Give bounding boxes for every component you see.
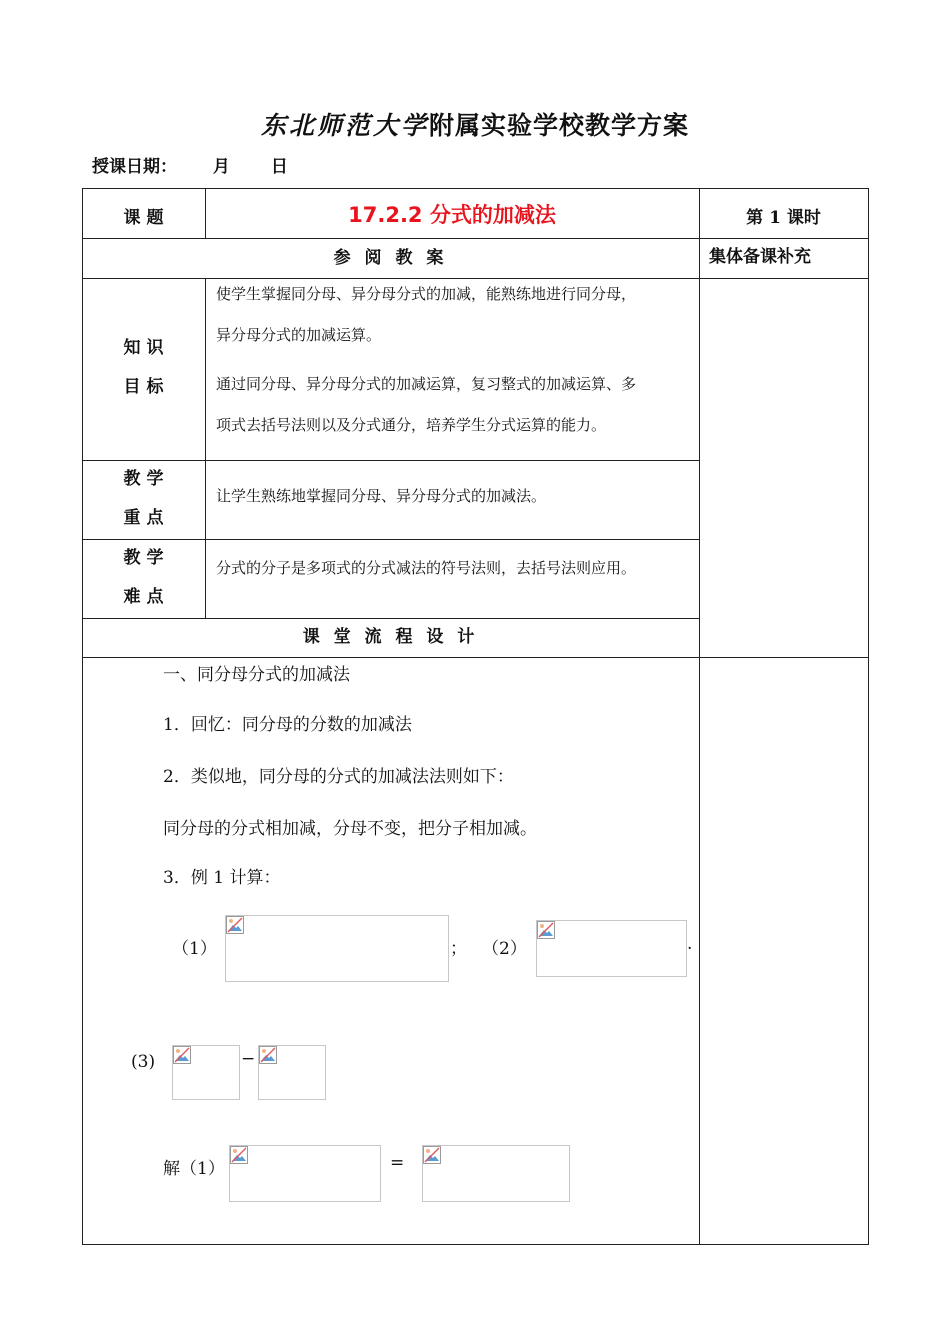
ex-separator: ； — [450, 939, 467, 959]
difficulties-label-2: 难 点 — [123, 587, 164, 607]
broken-image-icon — [537, 921, 555, 939]
difficulties-text: 分式的分子是多项式的分式减法的符号法则，去括号法则应用。 — [216, 559, 637, 577]
knowledge-line-3: 通过同分母、异分母分式的加减运算，复习整式的加减运算、多 — [216, 375, 637, 393]
ex3-minus: − — [241, 1049, 256, 1069]
supplement-column-divider — [699, 188, 700, 1245]
ex1-label: （1） — [172, 939, 217, 959]
flow-step2: 2．类似地，同分母的分式的加减法法则如下： — [163, 767, 514, 787]
keypoints-text: 让学生熟练地掌握同分母、异分母分式的加减法。 — [216, 487, 547, 505]
flow-step1: 1．回忆：同分母的分数的加减法 — [163, 715, 412, 735]
row-divider-1 — [82, 238, 869, 239]
broken-image-icon — [230, 1146, 248, 1164]
date-day: 日 — [270, 157, 288, 177]
difficulties-label-1: 教 学 — [123, 548, 164, 568]
row-divider-3 — [82, 460, 699, 461]
keypoints-label-2: 重 点 — [123, 508, 164, 528]
flow-heading: 一、同分母分式的加减法 — [163, 665, 350, 685]
broken-image-icon — [259, 1046, 277, 1064]
keypoints-label-1: 教 学 — [123, 469, 164, 489]
reference-label: 参 阅 教 案 — [333, 248, 448, 268]
date-row — [92, 152, 288, 177]
ex3-label: (3) — [131, 1052, 156, 1072]
ex3-formula-image-a — [172, 1045, 240, 1100]
label-column-divider — [205, 278, 206, 618]
knowledge-line-2: 异分母分式的加减运算。 — [216, 326, 382, 344]
solution-label: 解（1） — [163, 1159, 225, 1179]
ex2-formula-image — [536, 920, 687, 977]
topic-label: 课 题 — [123, 208, 164, 228]
ex2-label: （2） — [482, 939, 527, 959]
knowledge-label-2: 目 标 — [123, 377, 164, 397]
ex1-formula-image — [225, 915, 449, 982]
date-label: 授课日期： — [92, 157, 177, 177]
page-title — [0, 106, 950, 142]
knowledge-label-1: 知 识 — [123, 338, 164, 358]
solution-equals: = — [390, 1153, 405, 1173]
solution-formula-image-b — [422, 1145, 570, 1202]
period-label: 第 1 课时 — [746, 208, 821, 228]
flow-label: 课 堂 流 程 设 计 — [302, 627, 479, 647]
title-rest: 附属实验学校教学方案 — [429, 111, 690, 140]
table-border-top — [82, 188, 869, 189]
topic-value: 17.2.2 分式的加减法 — [348, 203, 556, 227]
broken-image-icon — [173, 1046, 191, 1064]
broken-image-icon — [226, 916, 244, 934]
flow-rule: 同分母的分式相加减，分母不变，把分子相加减。 — [163, 819, 537, 839]
broken-image-icon — [423, 1146, 441, 1164]
solution-formula-image-a — [229, 1145, 381, 1202]
school-name: 东北师范大学 — [260, 111, 429, 140]
ex3-formula-image-b — [258, 1045, 326, 1100]
knowledge-line-1: 使学生掌握同分母、异分母分式的加减，能熟练地进行同分母， — [216, 285, 637, 303]
table-border-right — [868, 188, 869, 1245]
supplement-label: 集体备课补充 — [709, 247, 811, 267]
date-month: 月 — [212, 157, 230, 177]
knowledge-line-4: 项式去括号法则以及分式通分，培养学生分式运算的能力。 — [216, 416, 607, 434]
row-divider-2 — [82, 278, 869, 279]
row-divider-4 — [82, 539, 699, 540]
table-border-bottom — [82, 1244, 869, 1245]
ex2-end: . — [687, 934, 693, 954]
row-divider-6 — [82, 657, 869, 658]
row-divider-5 — [82, 618, 699, 619]
flow-step3: 3．例 1 计算： — [163, 868, 281, 888]
